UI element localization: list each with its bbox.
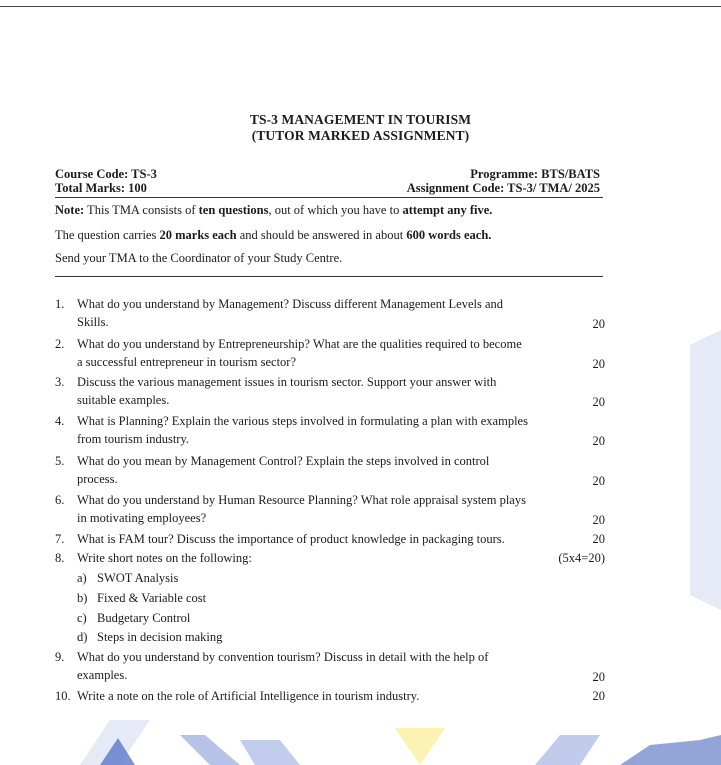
question-marks: 20	[592, 513, 605, 527]
question-marks: 20	[592, 357, 605, 371]
note-line-2: The question carries 20 marks each and should be answered in about 600 words each.	[55, 228, 492, 242]
question-marks: 20	[592, 689, 605, 703]
note-line-3: Send your TMA to the Coordinator of your Study Centre.	[55, 251, 343, 265]
subitem-d: d) Steps in decision making	[77, 630, 223, 644]
subitem-c: c) Budgetary Control	[77, 611, 191, 625]
question-marks: 20	[592, 434, 605, 448]
note-label: Note:	[55, 203, 85, 217]
divider-bottom	[55, 276, 603, 277]
subitem-b: b) Fixed & Variable cost	[77, 591, 207, 605]
question-marks: 20	[592, 474, 605, 488]
document-subtitle: (TUTOR MARKED ASSIGNMENT)	[251, 128, 470, 143]
document-title: TS-3 MANAGEMENT IN TOURISM	[249, 112, 472, 127]
question-marks: 20	[592, 532, 605, 546]
programme: Programme: BTS/BATS	[470, 167, 600, 181]
total-marks: Total Marks: 100	[55, 181, 147, 195]
question-marks: 20	[592, 670, 605, 684]
watermark-right-band-top	[690, 330, 721, 610]
subitem-a: a) SWOT Analysis	[77, 571, 179, 585]
question-marks: (5x4=20)	[558, 551, 605, 565]
assignment-code: Assignment Code: TS-3/ TMA/ 2025	[406, 181, 600, 195]
question-marks: 20	[592, 395, 605, 409]
note-line-1: Note: This TMA consists of ten questions, out of which you have to attempt any five.	[55, 203, 493, 217]
course-code: Course Code: TS-3	[55, 167, 157, 181]
divider-top	[55, 197, 603, 198]
question-marks: 20	[592, 317, 605, 331]
